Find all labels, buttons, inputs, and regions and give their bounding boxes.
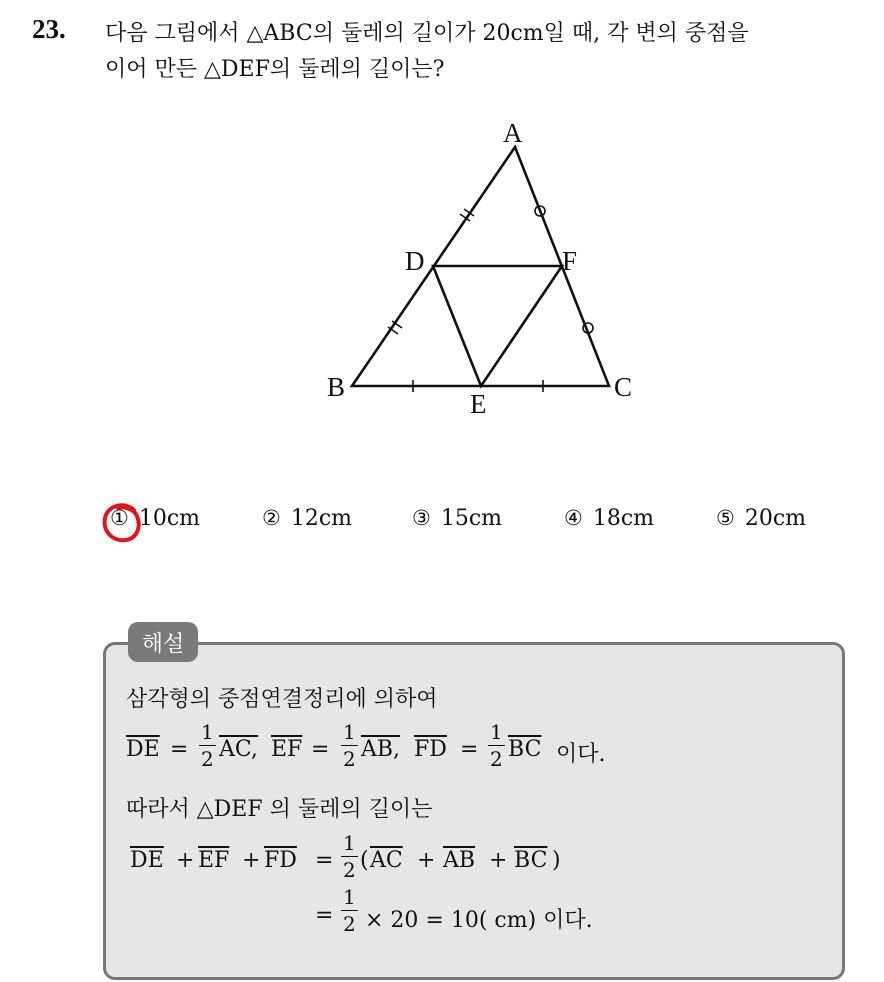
fraction-half xyxy=(341,722,358,769)
fraction-numerator: 1 xyxy=(201,720,214,744)
fraction-denominator: 2 xyxy=(343,912,356,936)
segment-bc: $\overline{BC}$ xyxy=(514,848,548,873)
fraction-denominator: 2 xyxy=(343,858,356,882)
question-text-line-2: 이어 만든 △DEF의 둘레의 길이는? xyxy=(105,57,445,82)
segment-ef: $\overline{EF}$ xyxy=(198,848,230,873)
segment-ab: $\overline{AB}$ xyxy=(443,848,476,873)
segment-de: $\overline{DE}$ xyxy=(126,737,160,762)
solution-line-1: 삼각형의 중점연결정리에 의하여 xyxy=(126,687,438,712)
segment-ac: $\overline{AC}$ xyxy=(370,848,403,873)
choice-text: 12cm xyxy=(290,506,353,531)
equals-sign: = xyxy=(315,903,334,928)
segment-fd: $\overline{FD}$ xyxy=(414,737,447,762)
fraction-half xyxy=(341,833,358,880)
fraction-denominator: 2 xyxy=(201,747,214,771)
fraction-numerator: 1 xyxy=(343,720,356,744)
fraction-half xyxy=(488,722,505,769)
choice-number: ③ xyxy=(412,506,431,530)
equals-sign: = xyxy=(315,848,334,873)
choice-4[interactable] xyxy=(564,506,654,531)
fraction-numerator: 1 xyxy=(343,831,356,855)
fraction-numerator: 1 xyxy=(343,885,356,909)
fraction-denominator: 2 xyxy=(490,747,503,771)
sentence-ending: 이다. xyxy=(556,742,606,767)
triangle-def xyxy=(433,266,562,386)
solution-line-3: 따라서 △DEF 의 둘레의 길이는 xyxy=(126,797,433,822)
choice-number: ⑤ xyxy=(716,506,735,530)
fraction-numerator: 1 xyxy=(490,720,503,744)
segment-ac: AC, xyxy=(219,737,258,762)
result-text: × 20 = 10( cm) 이다. xyxy=(365,908,593,933)
segment-ef: $\overline{EF}$ xyxy=(271,737,303,762)
choice-text: 20cm xyxy=(744,506,807,531)
plus-sign: + xyxy=(176,848,195,873)
fraction-half xyxy=(341,887,358,934)
choice-3[interactable] xyxy=(412,506,502,531)
segment-de: $\overline{DE}$ xyxy=(130,848,164,873)
fraction-half xyxy=(199,722,216,769)
choice-number: ④ xyxy=(564,506,583,530)
solution-tag: 해설 xyxy=(128,622,198,662)
choice-number: ① xyxy=(110,506,129,530)
answer-choices xyxy=(0,500,884,546)
triangle-figure xyxy=(310,110,650,420)
fraction-denominator: 2 xyxy=(343,747,356,771)
open-paren: ( xyxy=(360,848,369,873)
question-number: 23. xyxy=(32,14,66,44)
choice-text: 18cm xyxy=(592,506,655,531)
vertex-label-e: E xyxy=(470,389,487,419)
choice-2[interactable] xyxy=(262,506,352,531)
equals-sign: = xyxy=(460,737,479,762)
vertex-label-b: B xyxy=(327,372,346,402)
vertex-label-a: A xyxy=(503,118,523,148)
plus-sign: + xyxy=(242,848,261,873)
equals-sign: = xyxy=(311,737,330,762)
choice-5[interactable] xyxy=(716,506,806,531)
plus-sign: + xyxy=(489,848,508,873)
vertex-label-f: F xyxy=(562,246,578,276)
equals-sign: = xyxy=(170,737,189,762)
segment-bc: $\overline{BC}$ xyxy=(508,737,542,762)
choice-text: 10cm xyxy=(138,506,201,531)
choice-number: ② xyxy=(262,506,281,530)
choice-text: 15cm xyxy=(440,506,503,531)
question-text-line-1: 다음 그림에서 △ABC의 둘레의 길이가 20cm일 때, 각 변의 중점을 xyxy=(105,21,749,46)
vertex-label-c: C xyxy=(614,372,633,402)
plus-sign: + xyxy=(417,848,436,873)
vertex-label-d: D xyxy=(405,246,425,276)
segment-ab: AB, xyxy=(361,737,401,762)
choice-1[interactable] xyxy=(110,506,200,531)
close-paren: ) xyxy=(552,848,561,873)
segment-fd: $\overline{FD}$ xyxy=(264,848,297,873)
